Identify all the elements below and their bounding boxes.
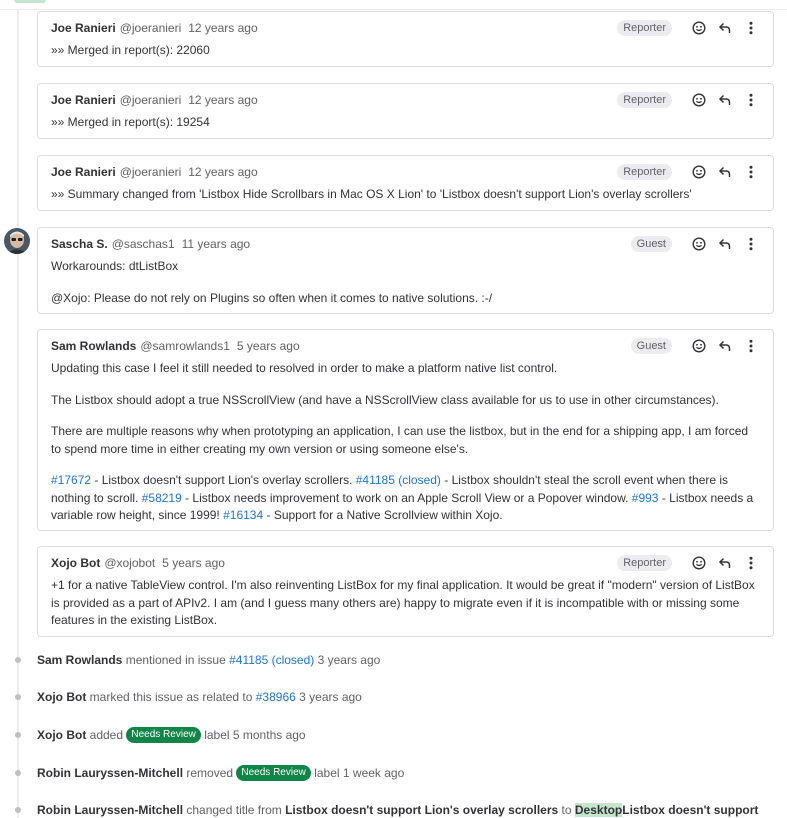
note-body [51,114,760,132]
issue-link[interactable]: #993 [631,490,659,505]
reply-icon[interactable] [716,554,734,572]
system-note [37,689,362,705]
note-body [51,360,760,525]
event-text: label 5 months ago [200,728,306,742]
role-badge: Guest [631,236,672,252]
note-author[interactable]: Joe Ranieri [51,21,116,35]
system-note [37,652,380,668]
ref-text: - Listbox needs a variable row height, since 1999! [51,490,754,522]
more-vertical-icon[interactable] [742,91,760,109]
issue-link[interactable]: #41185 (closed) [229,653,315,667]
note-header [51,339,760,353]
note-author[interactable]: Joe Ranieri [51,93,116,107]
note-author[interactable]: Sascha S. [51,237,108,251]
note-time[interactable]: 12 years ago [188,93,258,107]
note-header [51,93,760,107]
note-text: There are multiple reasons why when prototyping an application, I can use the listbox, but in the end for a shipping app, I am forced to spend more time in either creating my own version or using someone else's. [51,424,749,456]
note-header [51,556,760,570]
issue-link[interactable]: #17672 [51,473,92,487]
event-actor[interactable]: Xojo Bot [37,690,87,704]
reply-icon[interactable] [716,337,734,355]
note-body [51,42,760,60]
note-body [51,186,760,204]
note-actions [617,162,760,182]
timeline-dot [15,732,21,738]
note-time[interactable]: 5 years ago [236,339,300,353]
role-badge: Reporter [617,20,672,36]
timeline-dot [15,807,21,813]
reply-icon[interactable] [716,235,734,253]
ref-text: - Listbox doesn't support Lion's overlay scrollers. [91,473,356,487]
note-card [37,83,774,139]
event-actor[interactable]: Robin Lauryssen-Mitchell [37,803,184,817]
reply-icon[interactable] [716,91,734,109]
note-time[interactable]: 12 years ago [188,21,258,35]
note-author[interactable]: Xojo Bot [51,556,101,570]
note-references [51,472,760,525]
event-actor[interactable]: Robin Lauryssen-Mitchell [37,766,184,780]
smiley-icon[interactable] [690,19,708,37]
label-badge[interactable]: Needs Review [126,727,200,743]
note-actions [617,553,760,573]
system-note [37,765,404,781]
event-actor[interactable]: Xojo Bot [37,728,87,742]
note-card [37,546,774,637]
note-text: The Listbox should adopt a true NSScrollView (and have a NSScrollView class available for us to use in other circumstances). [51,392,719,407]
note-handle[interactable]: @joeranieri [119,21,182,35]
avatar[interactable] [4,228,30,254]
note-text: @Xojo: Please do not rely on Plugins so often when it comes to native solutions. :-/ [51,290,493,305]
note-handle[interactable]: @samrowlands1 [140,339,230,353]
role-badge: Reporter [617,164,672,180]
smiley-icon[interactable] [690,163,708,181]
note-text: Updating this case I feel it still needed to resolved in order to make a platform native list control. [51,361,558,375]
smiley-icon[interactable] [690,235,708,253]
timeline-dot [15,694,21,700]
issue-link[interactable]: #58219 [141,490,182,505]
note-time[interactable]: 12 years ago [188,165,258,179]
issue-link[interactable]: #16134 [223,508,264,522]
note-header [51,237,760,251]
note-text: »» Merged in report(s): 22060 [51,43,210,57]
event-text: label 1 week ago [310,766,405,780]
note-header [51,21,760,35]
reply-icon[interactable] [716,163,734,181]
event-time[interactable]: 3 years ago [314,653,381,667]
note-header [51,165,760,179]
event-text: to [558,803,575,817]
reply-icon[interactable] [716,19,734,37]
title-diff-added: Desktop [574,803,623,817]
system-note [37,802,758,818]
more-vertical-icon[interactable] [742,554,760,572]
event-text: added [86,728,127,742]
more-vertical-icon[interactable] [742,163,760,181]
note-handle[interactable]: @xojobot [104,556,156,570]
note-card [37,11,774,67]
smiley-icon[interactable] [690,554,708,572]
ref-text: - Listbox shouldn't steal the scroll event when there is nothing to scroll. [51,473,729,505]
note-text: »» Summary changed from 'Listbox Hide Scrollbars in Mac OS X Lion' to 'Listbox doesn't support Lion's overlay scrollers' [51,187,692,201]
top-label-fragment [14,0,46,3]
note-card [37,329,774,531]
role-badge: Reporter [617,92,672,108]
new-title: Listbox doesn't support [622,803,759,817]
note-text: +1 for a native TableView control. I'm also reinventing ListBox for my final application. It would be great if "modern" version of ListBox is provided as a part of APIv2. I am (and I guess many others are) happy to migrate even if it is incompatible with or missing some features in the existing ListBox. [51,578,755,627]
smiley-icon[interactable] [690,91,708,109]
more-vertical-icon[interactable] [742,235,760,253]
note-author[interactable]: Sam Rowlands [51,339,137,353]
role-badge: Reporter [617,555,672,571]
note-handle[interactable]: @joeranieri [119,93,182,107]
event-text: mentioned in issue [122,653,230,667]
note-text: Workarounds: dtListBox [51,259,179,273]
note-time[interactable]: 11 years ago [181,237,251,251]
issue-link[interactable]: #41185 (closed) [355,473,441,487]
label-badge[interactable]: Needs Review [236,765,310,781]
event-actor[interactable]: Sam Rowlands [37,653,123,667]
old-title: Listbox doesn't support Lion's overlay scrollers [285,803,559,817]
note-actions [631,234,760,254]
event-time[interactable]: 3 years ago [295,690,362,704]
note-card [37,155,774,211]
system-note [37,727,306,743]
event-text: changed title from [183,803,286,817]
note-time[interactable]: 5 years ago [162,556,225,570]
smiley-icon[interactable] [690,337,708,355]
event-text: removed [183,766,237,780]
ref-text: - Listbox needs improvement to work on an Apple Scroll View or a Popover window. [181,490,632,505]
note-handle[interactable]: @saschas1 [111,237,175,251]
note-actions [631,336,760,356]
timeline-dot [15,770,21,776]
ref-text: - Support for a Native Scrollview within Xojo. [263,508,503,522]
note-actions [617,90,760,110]
note-text: »» Merged in report(s): 19254 [51,115,210,129]
event-text: marked this issue as related to [86,690,256,704]
note-actions [617,18,760,38]
more-vertical-icon[interactable] [742,337,760,355]
top-edge [0,0,787,10]
timeline-dot [15,657,21,663]
more-vertical-icon[interactable] [742,19,760,37]
note-card [37,227,774,314]
role-badge: Guest [631,338,672,354]
note-handle[interactable]: @joeranieri [119,165,182,179]
issue-link[interactable]: #38966 [255,690,296,704]
note-body [51,577,760,630]
note-author[interactable]: Joe Ranieri [51,165,116,179]
note-body [51,258,760,307]
